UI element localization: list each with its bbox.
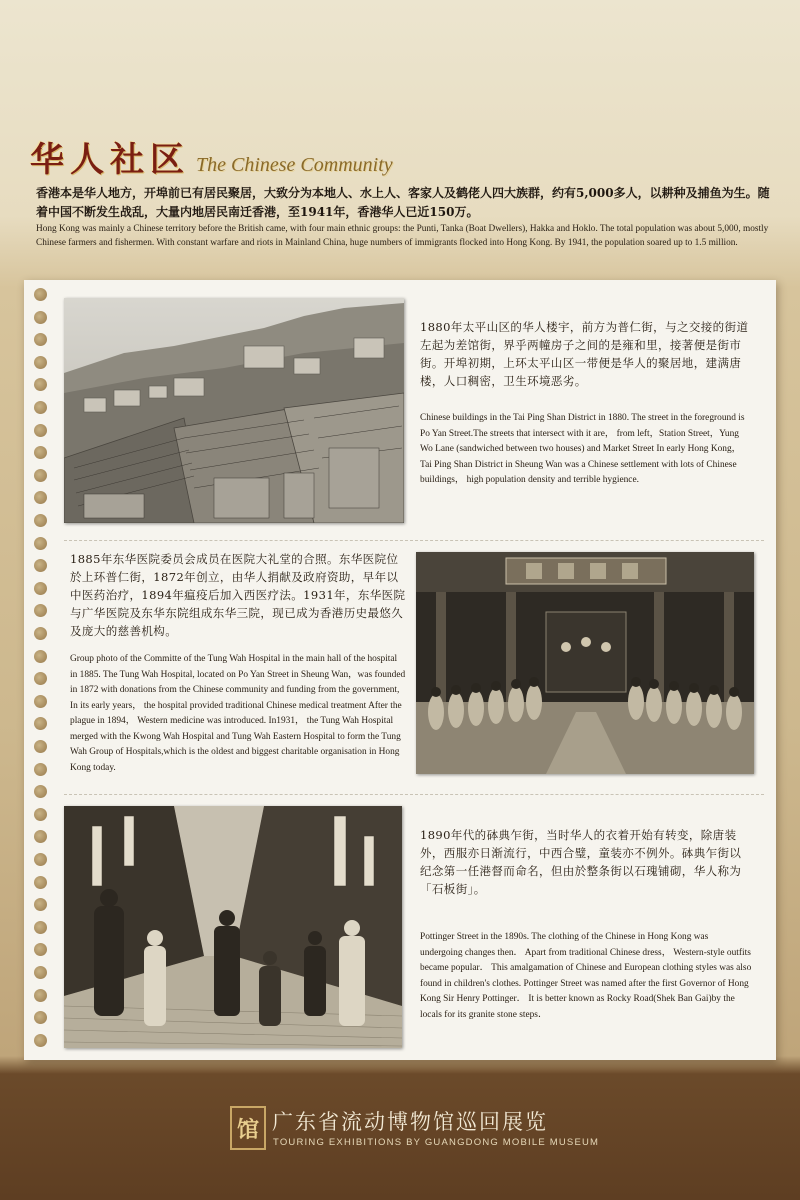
section-divider xyxy=(64,794,764,795)
binder-hole xyxy=(34,401,47,414)
binder-hole xyxy=(34,1011,47,1024)
binder-hole xyxy=(34,288,47,301)
binder-hole xyxy=(34,943,47,956)
binder-hole xyxy=(34,582,47,595)
binder-hole xyxy=(34,424,47,437)
page-title-en: The Chinese Community xyxy=(196,154,393,176)
binder-hole xyxy=(34,740,47,753)
caption-en-2: Group photo of the Committe of the Tung Wah Hospital in the main hall of the hospital in 1885. The Tung Wah Hospital, located on Po Yan Street in Sheung Wan，was founded in 1872 with donations from the Chinese community and funding from the government, In its early years， the hospital provided traditional Chinese medical treatment After the plague in 1894， Western medicine was introduced. In1931， the Tung Wah Hospital merged with the Kwong Wah Hospital and Tung Wah Eastern Hospital to form the Tung Wah Group of Hospitals,which is the oldest and biggest charitable organisation in Hong Kong today. xyxy=(70,654,406,773)
binder-hole xyxy=(34,333,47,346)
binder-hole xyxy=(34,876,47,889)
binder-hole xyxy=(34,966,47,979)
intro-text-en: Hong Kong was mainly a Chinese territory before the British came, with four main ethnic groups: the Punti, Tanka (Boat Dwellers), Hakka and Hoklo. The total population was about 5,000, mostly Chinese farmers and fishermen. With constant warfare and riots in Mainland China, huge numbers of immigrants flocked into Hong Kong. By 1941, the population soared up to 1.5 million. xyxy=(36,224,769,248)
binder-hole xyxy=(34,853,47,866)
binder-hole xyxy=(34,627,47,640)
caption-cn-2: 1885年东华医院委员会成员在医院大礼堂的合照。东华医院位於上环普仁街，1872年创立，由华人捐献及政府资助，早年以中医药治疗，1894年瘟疫后加入西医疗法。1931年，东华医院与广华医院及东华东院组成东华三院，现已成为香港历史最悠久及庞大的慈善机构。 xyxy=(70,552,406,638)
binder-hole xyxy=(34,356,47,369)
binder-hole xyxy=(34,989,47,1002)
binder-hole xyxy=(34,491,47,504)
caption-en-1: Chinese buildings in the Tai Ping Shan District in 1880. The street in the foreground is Po Yan Street.The streets that intersect with it are， from left，Station Street，Yung Wo Lane (sandwiched between two houses) and Market Street In early Hong Kong，Tai Ping Shan District in Sheung Wan was a Chinese settlement with lots of Chinese buildings， high population density and terrible hygience. xyxy=(420,413,745,485)
binder-hole xyxy=(34,559,47,572)
binder-hole xyxy=(34,650,47,663)
footer-title-en: TOURING EXHIBITIONS BY GUANGDONG MOBILE MUSEUM xyxy=(273,1137,600,1148)
notebook-paper xyxy=(24,280,776,1060)
binder-hole xyxy=(34,469,47,482)
binder-hole xyxy=(34,446,47,459)
footer-title-cn: 广东省流动博物馆巡回展览 xyxy=(272,1110,548,1134)
header-title xyxy=(30,132,393,178)
binder-hole xyxy=(34,717,47,730)
caption-en-3: Pottinger Street in the 1890s. The clothing of the Chinese in Hong Kong was undergoing changes then． Apart from traditional Chinese dress， Western-style outfits became popular． This amalgamation of Chinese and European clothing styles was also found in children's clothes. Pottinger Street was named after the first Governor of Hong Kong Sir Henry Pottinger． It is better known as Rocky Road(Shek Ban Gai)by the locals for its granite stone steps． xyxy=(420,932,752,1020)
section-divider xyxy=(64,540,764,541)
binder-hole xyxy=(34,695,47,708)
binder-hole xyxy=(34,808,47,821)
binder-hole xyxy=(34,537,47,550)
binder-hole xyxy=(34,763,47,776)
binder-hole xyxy=(34,604,47,617)
binder-hole xyxy=(34,514,47,527)
binder-hole xyxy=(34,921,47,934)
binder-hole xyxy=(34,830,47,843)
binder-hole xyxy=(34,378,47,391)
binder-holes xyxy=(34,288,50,1058)
binder-hole xyxy=(34,311,47,324)
photo-tung-wah-hospital-1885 xyxy=(416,552,754,774)
page-title-cn: 华人社区 xyxy=(30,140,190,180)
museum-logo: 馆 xyxy=(230,1106,266,1150)
binder-hole xyxy=(34,898,47,911)
intro-text-cn: 香港本是华人地方，开埠前已有居民聚居，大致分为本地人、水上人、客家人及鹤佬人四大族群，约有5,000多人，以耕种及捕鱼为生。随着中国不断发生战乱，大量内地居民南迁香港，至1941年，香港华人已近150万。 xyxy=(36,186,770,219)
caption-cn-3: 1890年代的砵典乍街，当时华人的衣着开始有转变，除唐装外，西服亦日渐流行，中西合璧，童装亦不例外。砵典乍街以纪念第一任港督而命名，但由於整条街以石瑰铺砌，华人称为「石板街」。 xyxy=(420,828,742,896)
binder-hole xyxy=(34,672,47,685)
binder-hole xyxy=(34,785,47,798)
photo-pottinger-street-1890s xyxy=(64,806,402,1048)
caption-cn-1: 1880年太平山区的华人楼宇，前方为普仁街，与之交接的街道左起为差馆街，界乎两幢房子之间的是雍和里，接著便是街市街。开埠初期，上环太平山区一带便是华人的聚居地，建满唐楼，人口稠密，卫生环境恶劣。 xyxy=(420,320,749,388)
binder-hole xyxy=(34,1034,47,1047)
photo-tai-ping-shan-1880 xyxy=(64,298,404,523)
